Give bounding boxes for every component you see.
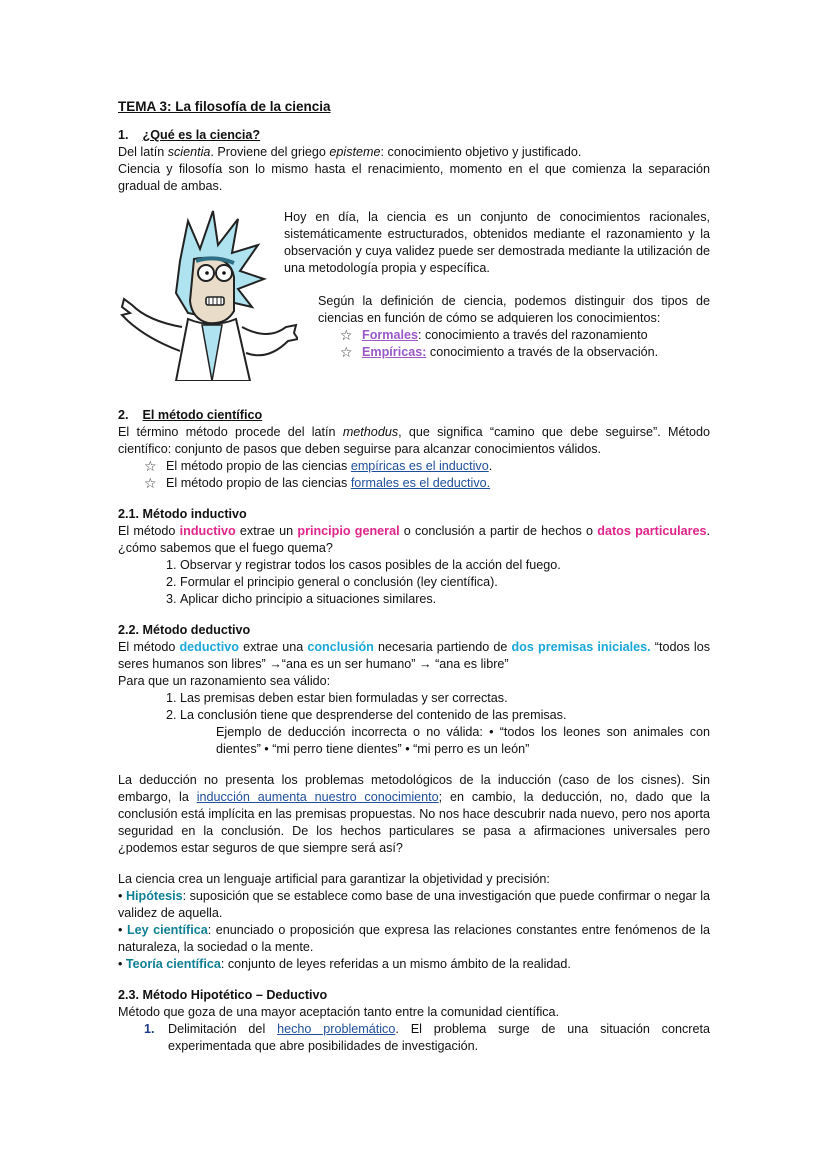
star-icon: ☆ [144, 475, 157, 491]
validity-intro: Para que un razonamiento sea válido: [118, 674, 331, 688]
term-hipotesis: • Hipótesis: suposición que se establece como base de una investigación que puede confirmar o negar la validez de aquella. [118, 889, 710, 920]
section-1-paragraph-1: Del latín scientia. Proviene del griego episteme: conocimiento objetivo y justificado. [118, 145, 582, 159]
list-item: 1. Las premisas deben estar bien formuladas y ser correctas. [180, 690, 710, 707]
section-2-2-heading: 2.2. Método deductivo [118, 623, 251, 637]
formales-link[interactable]: formales es el deductivo. [350, 476, 491, 490]
section-title: ¿Qué es la ciencia? [142, 128, 261, 142]
document-page [118, 98, 710, 1055]
section-2-1-paragraph: El método inductivo extrae un principio general o conclusión a partir de hechos o datos particulares. ¿cómo sabemos que el fuego quema? [118, 524, 710, 555]
list-item: ☆ Empíricas: conocimiento a través de la observación. [340, 344, 659, 360]
section-2-heading: 2. El método científico [118, 408, 263, 422]
list-item: 2. La conclusión tiene que desprenderse del contenido de las premisas. [180, 707, 710, 724]
hypothetico-step: 1. Delimitación del hecho problemático. El problema surge de una situación concreta experimentada que abre posibilidades de investigación. [144, 1022, 710, 1053]
section-2-paragraph: El término método procede del latín methodus, que significa “camino que debe seguirse”. Método científico: conjunto de pasos que deben seguirse para alcanzar conocimientos válidos. [118, 425, 710, 456]
term-teoria: • Teoría científica: conjunto de leyes referidas a un mismo ámbito de la realidad. [118, 957, 571, 971]
science-types-list [340, 327, 710, 361]
rick-illustration [118, 201, 298, 381]
star-icon: ☆ [340, 327, 353, 343]
method-list [144, 458, 710, 492]
empiricas-link[interactable]: empíricas es el inductivo [350, 459, 489, 473]
term-ley: • Ley científica: enunciado o proposición que expresa las relaciones constantes entre fenómenos de la naturaleza, la sociedad o la mente. [118, 923, 710, 954]
list-item: ☆ El método propio de las ciencias empíricas es el inductivo. [144, 458, 493, 474]
problem-link[interactable]: hecho problemático [277, 1022, 396, 1036]
star-icon: ☆ [340, 344, 353, 360]
science-types-intro: Según la definición de ciencia, podemos distinguir dos tipos de ciencias en función de cómo se adquieren los conocimientos: [318, 294, 710, 325]
list-item: 3. Aplicar dicho principio a situaciones similares. [180, 591, 710, 608]
science-definition: Hoy en día, la ciencia es un conjunto de conocimientos racionales, sistemáticamente estructurados, obtenidos mediante el razonamiento y la observación y cuya validez puede ser demostrada mediante la utilización de una metodología propia y específica. [284, 210, 710, 275]
section-2-3-paragraph: Método que goza de una mayor aceptación tanto entre la comunidad científica. [118, 1005, 560, 1019]
deductive-steps [118, 690, 710, 724]
deduction-paragraph: La deducción no presenta los problemas metodológicos de la inducción (caso de los cisnes). Sin embargo, la inducción aumenta nuestro conocimiento; en cambio, la deducción, no, dado que la conclusión está implícita en las premisas propuestas. No nos hace descubrir nada nuevo, pero nos aporta seguridad en la conclusión. De los hechos particulares se pasa a afirmaciones universales pero ¿podemos estar seguros de que siempre será así? [118, 773, 710, 855]
list-item: ☆ El método propio de las ciencias formales es el deductivo. [144, 475, 491, 491]
list-item: 1. Observar y registrar todos los casos posibles de la acción del fuego. [180, 557, 710, 574]
induction-link[interactable]: inducción aumenta nuestro conocimiento [196, 790, 439, 804]
language-intro: La ciencia crea un lenguaje artificial para garantizar la objetividad y precisión: [118, 872, 550, 886]
section-2-1-heading: 2.1. Método inductivo [118, 507, 247, 521]
list-item: 2. Formular el principio general o conclusión (ley científica). [180, 574, 710, 591]
section-number: 1. [118, 128, 129, 142]
page-title: TEMA 3: La filosofía de la ciencia [118, 99, 331, 114]
section-1-heading [118, 127, 710, 144]
star-icon: ☆ [144, 458, 157, 474]
inductive-steps [118, 557, 710, 608]
deduction-example: Ejemplo de deducción incorrecta o no válida: • “todos los leones son animales con dientes” • “mi perro tiene dientes” • “mi perro es un león” [216, 725, 710, 756]
intro-block [118, 195, 710, 397]
section-2-3-heading: 2.3. Método Hipotético – Deductivo [118, 988, 328, 1002]
list-item: ☆ Formales: conocimiento a través del razonamiento [340, 327, 648, 343]
section-2-2-paragraph: El método deductivo extrae una conclusión necesaria partiendo de dos premisas iniciales. “todos los seres humanos son libres” →“ana es un ser humano” → “ana es libre” [118, 640, 710, 671]
section-1-paragraph-2: Ciencia y filosofía son lo mismo hasta el renacimiento, momento en el que comienza la separación gradual de ambas. [118, 162, 710, 193]
